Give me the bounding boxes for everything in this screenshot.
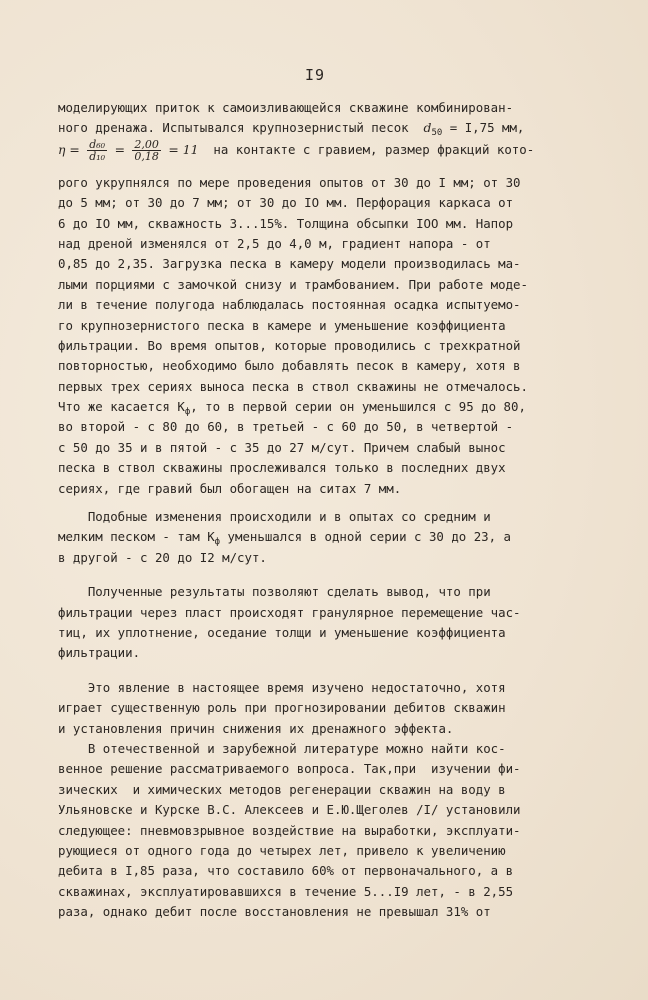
text-line: В отечественной и зарубежной литературе можно найти кос- xyxy=(58,740,506,756)
text-fragment: ного дренажа. Испытывался крупнозернистый песок xyxy=(58,120,424,136)
text-line: и установления причин снижения их дренажного эффекта. xyxy=(58,720,454,736)
text-line: играет существенную роль при прогнозировании дебитов скважин xyxy=(58,700,506,716)
text-line: в другой - с 20 до I2 м/сут. xyxy=(58,549,267,565)
text-line: с 50 до 35 и в пятой - с 35 до 27 м/сут. Причем слабый вынос xyxy=(58,439,506,455)
formula-denominator: 0,18 xyxy=(134,149,159,163)
formula-subscript: 50 xyxy=(431,128,443,139)
text-fragment: = I,75 мм, xyxy=(442,120,525,136)
text-line xyxy=(58,118,578,138)
text-line: рующиеся от одного года до четырех лет, привело к увеличению xyxy=(58,842,506,858)
text-line: следующее: пневмовзрывное воздействие на выработки, эксплуати- xyxy=(58,822,521,838)
text-line: венное решение рассматриваемого вопроса. Так,при изучении фи- xyxy=(58,761,521,777)
subscript: ф xyxy=(214,537,221,548)
text-line: раза, однако дебит после восстановления не превышал 31% от xyxy=(58,904,491,920)
text-line: моделирующих приток к самоизливающейся скважине комбинирован- xyxy=(58,100,514,115)
text-line: фильтрации. Во время опытов, которые проводились с трехкратной xyxy=(58,337,521,353)
formula-line xyxy=(58,139,578,165)
text-line: песка в ствол скважины прослеживался только в последних двух xyxy=(58,460,506,476)
text-line: скважинах, эксплуатировавшихся в течение 5...I9 лет, - в 2,55 xyxy=(58,883,514,899)
formula-eta: η = xyxy=(58,141,80,157)
text-fragment: Что же касается К xyxy=(58,399,185,415)
text-line xyxy=(58,397,578,417)
formula-fraction xyxy=(87,139,107,162)
text-line: Ульяновске и Курске В.С. Алексеев и Е.Ю.Щеголев /I/ установили xyxy=(58,802,521,818)
text-line: 6 до IO мм, скважность 3...15%. Толщина обсыпки IOO мм. Напор xyxy=(58,215,514,231)
text-line: лыми порциями с замочкой снизу и трамбованием. При работе моде- xyxy=(58,276,528,292)
text-line: до 5 мм; от 30 до 7 мм; от 30 до IO мм. Перфорация каркаса от xyxy=(58,195,514,211)
text-line: первых трех сериях выноса песка в ствол скважины не отмечалось. xyxy=(58,378,528,394)
text-line: тиц, их уплотнение, оседание толщи и уменьшение коэффициента xyxy=(58,624,506,640)
formula-denominator: d₁₀ xyxy=(89,149,106,163)
text-line: го крупнозернистого песка в камере и уменьшение коэффициента xyxy=(58,317,506,333)
text-line: рого укрупнялся по мере проведения опытов от 30 до I мм; от 30 xyxy=(58,174,521,190)
text-line: во второй - с 80 до 60, в третьей - с 60 до 50, в четвертой - xyxy=(58,419,514,435)
text-line: над дреной изменялся от 2,5 до 4,0 м, градиент напора - от xyxy=(58,235,491,251)
text-line: Подобные изменения происходили и в опытах со средним и xyxy=(58,509,491,525)
subscript: ф xyxy=(184,407,191,418)
text-line: фильтрации через пласт происходят гранулярное перемещение час- xyxy=(58,604,521,620)
text-line: фильтрации. xyxy=(58,645,141,661)
text-line: Это явление в настоящее время изучено недостаточно, хотя xyxy=(58,679,506,695)
text-fragment: уменьшался в одной серии с 30 до 23, а xyxy=(220,529,512,545)
formula-symbol-d: d xyxy=(423,120,432,136)
body-text xyxy=(58,98,578,922)
formula-fraction xyxy=(132,139,161,162)
text-line xyxy=(58,527,578,547)
text-line: Полученные результаты позволяют сделать вывод, что при xyxy=(58,584,491,600)
text-line: дебита в I,85 раза, что составило 60% от первоначального, а в xyxy=(58,863,514,879)
formula-numerator: d₆₀ xyxy=(89,137,106,151)
text-line: 0,85 до 2,35. Загрузка песка в камеру модели производилась ма- xyxy=(58,256,521,272)
text-fragment: мелким песком - там К xyxy=(58,529,215,545)
text-fragment: на контакте с гравием, размер фракций кото- xyxy=(198,141,535,157)
formula-numerator: 2,00 xyxy=(134,137,159,151)
formula-result: = 11 xyxy=(168,141,199,157)
text-line: повторностью, необходимо было добавлять песок в камеру, хотя в xyxy=(58,358,521,374)
formula-equals: = xyxy=(114,141,125,157)
text-line: сериях, где гравий был обогащен на ситах 7 мм. xyxy=(58,480,402,496)
text-line: ли в течение полугода наблюдалась постоянная осадка испытуемо- xyxy=(58,297,521,313)
page-number: I9 xyxy=(305,66,326,84)
text-fragment: , то в первой серии он уменьшился с 95 до 80, xyxy=(190,399,526,415)
text-line: зических и химических методов регенерации скважин на воду в xyxy=(58,781,506,797)
